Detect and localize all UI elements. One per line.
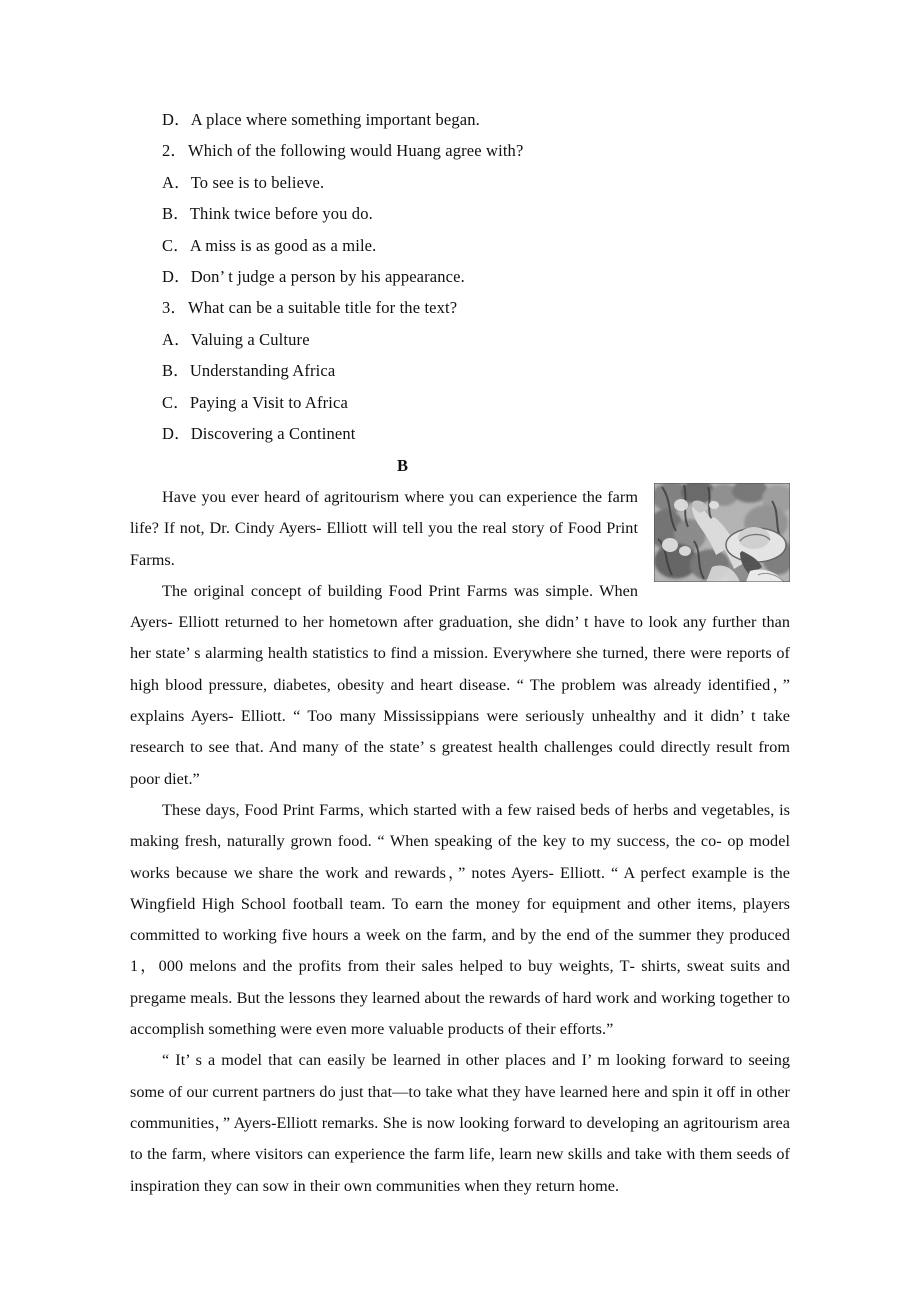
question-option-row (162, 198, 802, 229)
option-text: Don’ t judge a person by his appearance. (190, 267, 465, 287)
option-marker: A． (162, 329, 191, 349)
option-text: To see is to believe. (190, 172, 325, 192)
question-option-row (162, 387, 802, 418)
question-option-row (162, 418, 802, 449)
option-marker: D． (162, 110, 191, 129)
question-text: What can be a suitable title for the text? (188, 298, 458, 318)
passage-paragraph: The original concept of building Food Print Farms was simple. When Ayers‑ Elliott returned to her hometown after graduation, she didn’ t have to look any further than her state’ s alarming health statistics to find a mission. Everywhere she turned, there were reports of high blood pressure, diabetes, obesity and heart disease. “ The problem was already identified，” explains Ayers‑ Elliott. “ Too many Mississippians were seriously unhealthy and it didn’ t take research to see that. And many of the state’ s greatest health challenges could directly result from poor diet.” (130, 581, 790, 788)
option-marker: C． (162, 392, 190, 412)
section-heading: B (396, 456, 408, 475)
passage-paragraph: These days, Food Print Farms, which started with a few raised beds of herbs and vegetables, is making fresh, naturally grown food. “ When speaking of the key to my success, the co‑ op model works because we share the work and rewards，” notes Ayers‑ Elliott. “ A perfect example is the Wingfield High School football team. To earn the money for equipment and other items, players committed to working five hours a week on the farm, and by the end of the summer they produced 1，000 melons and the profits from their sales helped to buy weights, T‑ shirts, sweat suits and pregame meals. But the lessons they learned about the rewards of hard work and working together to accomplish something were even more valuable products of their efforts.” (130, 800, 790, 1039)
option-text: Paying a Visit to Africa (189, 392, 348, 412)
question-list (162, 104, 802, 449)
question-number: 2． (162, 141, 188, 161)
question-option-row (162, 324, 802, 355)
reading-passage (130, 482, 790, 1202)
farm-photo (654, 483, 790, 582)
question-stem-row (162, 135, 802, 166)
question-stem-row (162, 292, 802, 323)
question-option-row (162, 167, 802, 198)
passage-paragraph: Have you ever heard of agritourism where you can experience the farm life? If not, Dr. Cindy Ayers‑ Elliott will tell you the real story of Food Print Farms. (130, 488, 638, 569)
option-text: A miss is as good as a mile. (189, 235, 377, 255)
option-text: Understanding Africa (189, 361, 336, 381)
question-text: Which of the following would Huang agree with? (188, 141, 524, 161)
option-text: Discovering a Continent (190, 424, 356, 444)
option-text: A place where something important began. (190, 110, 480, 129)
option-text: Valuing a Culture (190, 329, 310, 349)
question-option-row (162, 104, 802, 135)
question-option-row (162, 355, 802, 386)
option-marker: A． (162, 172, 191, 192)
option-text: Think twice before you do. (189, 204, 373, 224)
passage-paragraph: “ It’ s a model that can easily be learned in other places and I’ m looking forward to seeing some of our current partners do just that—to take what they have learned here and spin it off in other communities，” Ayers-Elliott remarks. She is now looking forward to developing an agritourism area to the farm, where visitors can experience the farm life, learn new skills and take with them seeds of inspiration they can sow in their own communities when they return home. (130, 1051, 790, 1195)
question-number: 3． (162, 298, 188, 318)
option-marker: B． (162, 361, 190, 381)
option-marker: D． (162, 424, 191, 444)
option-marker: D． (162, 267, 191, 287)
option-marker: C． (162, 235, 190, 255)
option-marker: B． (162, 204, 190, 224)
question-option-row (162, 230, 802, 261)
question-option-row (162, 261, 802, 292)
